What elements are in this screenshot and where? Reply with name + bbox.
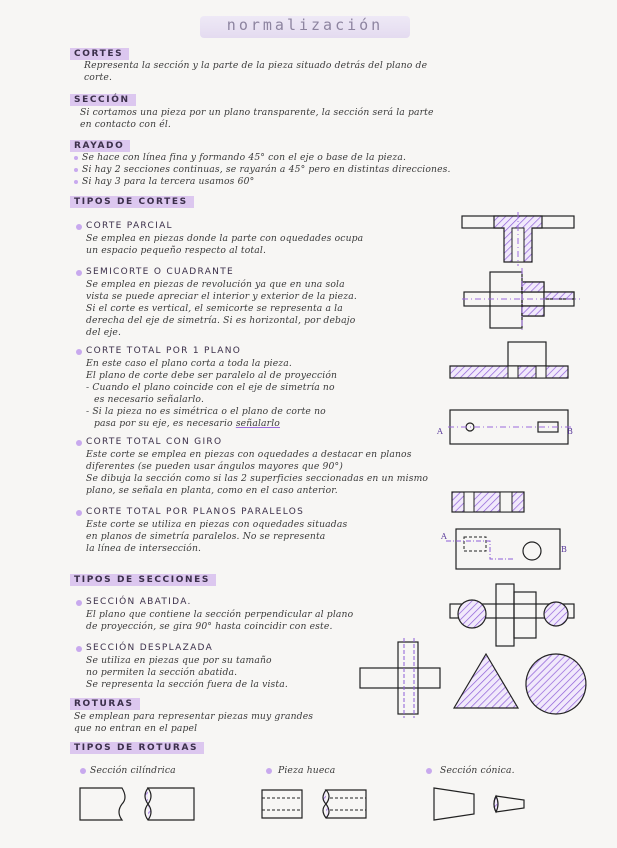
total-bullet	[76, 349, 82, 355]
roturas-heading: ROTURAS	[70, 698, 140, 710]
rotura-bullet	[426, 768, 432, 774]
abatida-line-2: de proyección, se gira 90° hasta coincidir con este.	[86, 621, 333, 632]
rayado-item-1: Se hace con línea fina y formando 45° con el eje o base de la pieza.	[82, 152, 407, 163]
giro-line-3: Se dibuja la sección como si las 2 superficies seccionadas en un mismo	[86, 473, 429, 484]
corte-total-drawing	[448, 340, 573, 452]
seccion-desplazada-shapes	[450, 650, 590, 714]
tipos-secciones-heading: TIPOS DE SECCIONES	[70, 574, 216, 586]
semicorte-line-4: derecha del eje de simetría. Si es horizontal, por debajo	[86, 315, 356, 326]
label-b: B	[567, 427, 574, 436]
semicorte-line-2: vista se puede apreciar el interior y exterior de la pieza.	[86, 291, 357, 302]
rayado-bullet	[74, 168, 78, 172]
seccion-abatida-drawing	[448, 582, 578, 648]
total-line-3: - Cuando el plano coincide con el eje de simetría no	[86, 382, 335, 393]
seccion-text-1: Si cortamos una pieza por un plano transparente, la sección será la parte	[80, 107, 434, 118]
rotura-item-cilindrica: Sección cilíndrica	[90, 765, 176, 776]
paralelos-line-3: la línea de intersección.	[86, 543, 202, 554]
corte-giro-drawing	[450, 488, 530, 518]
giro-line-4: plano, se señala en planta, como en el caso anterior.	[86, 485, 338, 496]
total-line-6-text: pasa por su eje, es necesario	[94, 418, 233, 429]
desplazada-line-2: no permiten la sección abatida.	[86, 667, 238, 678]
tipos-roturas-heading: TIPOS DE ROTURAS	[70, 742, 204, 754]
total-line-6	[94, 418, 280, 431]
semicorte-line-5: del eje.	[86, 327, 122, 338]
rotura-hueca-drawing	[260, 784, 370, 824]
seccion-heading: SECCIÓN	[70, 94, 136, 106]
semicorte-line-3: Si el corte es vertical, el semicorte se representa a la	[86, 303, 343, 314]
rotura-bullet	[266, 768, 272, 774]
label-b-2: B	[561, 545, 568, 554]
rayado-bullet	[74, 180, 78, 184]
rayado-heading: RAYADO	[70, 140, 130, 152]
parcial-line-2: un espacio pequeño respecto al total.	[86, 245, 267, 256]
total-line-5: - Si la pieza no es simétrica o el plano de corte no	[86, 406, 326, 417]
label-a: A	[437, 427, 443, 436]
paralelos-bullet	[76, 510, 82, 516]
rotura-bullet	[80, 768, 86, 774]
parcial-title: CORTE PARCIAL	[86, 221, 173, 231]
total-title: CORTE TOTAL POR 1 PLANO	[86, 346, 242, 356]
cortes-text-2: corte.	[84, 72, 113, 83]
roturas-line-2: que no entran en el papel	[74, 723, 198, 734]
tipos-cortes-heading: TIPOS DE CORTES	[70, 196, 194, 208]
total-line-2: El plano de corte debe ser paralelo al de proyección	[86, 370, 338, 381]
abatida-title: SECCIÓN ABATIDA.	[86, 597, 192, 607]
giro-line-2: diferentes (se pueden usar ángulos mayores que 90°)	[86, 461, 343, 472]
rayado-bullet	[74, 156, 78, 160]
desplazada-line-1: Se utiliza en piezas que por su tamaño	[86, 655, 272, 666]
seccion-desplazada-drawing	[358, 638, 448, 718]
abatida-line-1: El plano que contiene la sección perpendicular al plano	[86, 609, 354, 620]
rotura-item-hueca: Pieza hueca	[278, 765, 336, 776]
abatida-bullet	[76, 600, 82, 606]
semicorte-drawing	[462, 268, 582, 332]
desplazada-title: SECCIÓN DESPLAZADA	[86, 643, 214, 653]
rotura-item-conica: Sección cónica.	[440, 765, 515, 776]
semicorte-title: SEMICORTE O CUADRANTE	[86, 267, 234, 277]
rotura-cilindrica-drawing	[78, 784, 198, 824]
desplazada-bullet	[76, 646, 82, 652]
corte-paralelos-drawing	[444, 527, 574, 571]
paralelos-line-1: Este corte se utiliza en piezas con oquedades situadas	[86, 519, 348, 530]
total-line-1: En este caso el plano corta a toda la pieza.	[86, 358, 292, 369]
giro-line-1: Este corte se emplea en piezas con oquedades a destacar en planos	[86, 449, 412, 460]
parcial-bullet	[76, 224, 82, 230]
total-line-4: es necesario señalarlo.	[94, 394, 205, 405]
rayado-item-2: Si hay 2 secciones continuas, se rayarán a 45° pero en distintas direcciones.	[82, 164, 451, 175]
paralelos-title: CORTE TOTAL POR PLANOS PARALELOS	[86, 507, 305, 517]
rotura-conica-drawing	[432, 784, 532, 824]
rayado-item-3: Si hay 3 para la tercera usamos 60°	[82, 176, 255, 187]
giro-title: CORTE TOTAL CON GIRO	[86, 437, 223, 447]
desplazada-line-3: Se representa la sección fuera de la vista.	[86, 679, 288, 690]
label-a-2: A	[441, 532, 447, 541]
total-line-6-underlined: señalarlo	[235, 418, 280, 429]
cortes-heading: CORTES	[70, 48, 129, 60]
semicorte-bullet	[76, 270, 82, 276]
page-title: normalización	[200, 16, 410, 38]
corte-parcial-drawing	[460, 212, 580, 266]
paralelos-line-2: en planos de simetría paralelos. No se representa	[86, 531, 326, 542]
giro-bullet	[76, 440, 82, 446]
cortes-text-1: Representa la sección y la parte de la pieza situado detrás del plano de	[84, 60, 428, 71]
seccion-text-2: en contacto con él.	[80, 119, 171, 130]
roturas-line-1: Se emplean para representar piezas muy grandes	[74, 711, 314, 722]
parcial-line-1: Se emplea en piezas donde la parte con oquedades ocupa	[86, 233, 364, 244]
semicorte-line-1: Se emplea en piezas de revolución ya que en una sola	[86, 279, 345, 290]
